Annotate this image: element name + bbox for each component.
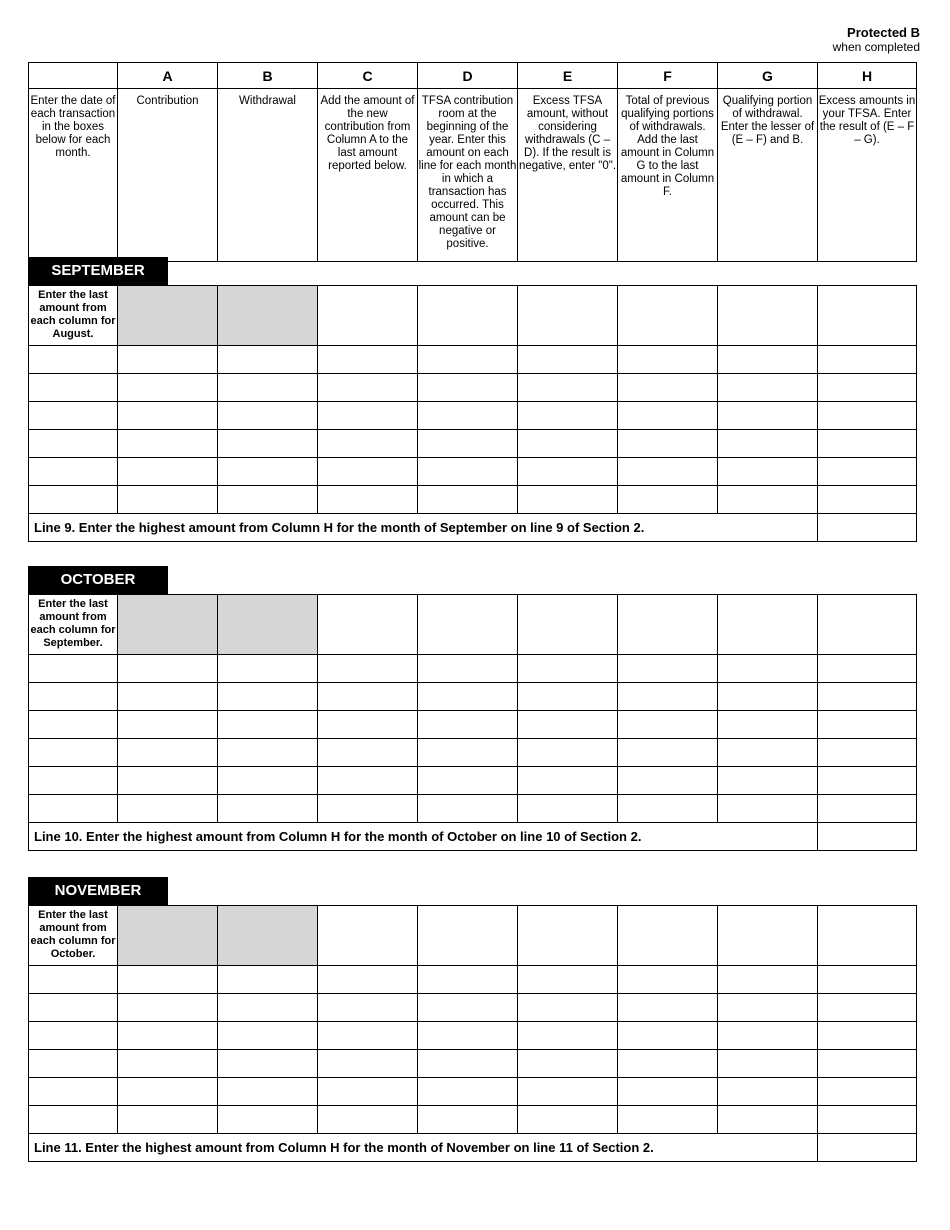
- column-letter-b: B: [218, 63, 318, 89]
- protected-label: Protected B: [847, 25, 920, 40]
- entry-cell-date[interactable]: [29, 683, 118, 711]
- entry-cell-h[interactable]: [818, 402, 917, 430]
- entry-cell-b[interactable]: [218, 655, 318, 683]
- entry-cell-f[interactable]: [618, 966, 718, 994]
- entry-cell-h[interactable]: [818, 486, 917, 514]
- entry-cell-b[interactable]: [218, 711, 318, 739]
- column-letter-a: A: [118, 63, 218, 89]
- month-table-october: [28, 594, 917, 851]
- carry-forward-row: [29, 286, 917, 346]
- entry-cell-a[interactable]: [118, 346, 218, 374]
- entry-cell-d[interactable]: [418, 655, 518, 683]
- column-header-table: [28, 62, 917, 262]
- entry-cell-e[interactable]: [518, 1106, 618, 1134]
- month-band-november: NOVEMBER: [28, 877, 168, 905]
- entry-cell-date[interactable]: [29, 1106, 118, 1134]
- carry-forward-cell-a: [118, 286, 218, 346]
- entry-cell-b[interactable]: [218, 795, 318, 823]
- entry-cell-f[interactable]: [618, 767, 718, 795]
- total-line-amount-cell[interactable]: [818, 514, 917, 542]
- entry-cell-f[interactable]: [618, 994, 718, 1022]
- entry-cell-g[interactable]: [718, 683, 818, 711]
- entry-cell-d[interactable]: [418, 374, 518, 402]
- entry-cell-e[interactable]: [518, 1078, 618, 1106]
- carry-forward-cell-a: [118, 595, 218, 655]
- transaction-row: [29, 966, 917, 994]
- carry-forward-cell-h[interactable]: [818, 906, 917, 966]
- transaction-row: [29, 711, 917, 739]
- entry-cell-b[interactable]: [218, 430, 318, 458]
- entry-cell-d[interactable]: [418, 1050, 518, 1078]
- carry-forward-cell-e[interactable]: [518, 286, 618, 346]
- column-letter-g: G: [718, 63, 818, 89]
- entry-cell-e[interactable]: [518, 1050, 618, 1078]
- entry-cell-c[interactable]: [318, 1106, 418, 1134]
- entry-cell-a[interactable]: [118, 711, 218, 739]
- entry-cell-d[interactable]: [418, 683, 518, 711]
- entry-cell-f[interactable]: [618, 402, 718, 430]
- carry-forward-cell-c[interactable]: [318, 906, 418, 966]
- transaction-row: [29, 1106, 917, 1134]
- entry-cell-a[interactable]: [118, 739, 218, 767]
- entry-cell-a[interactable]: [118, 430, 218, 458]
- entry-cell-g[interactable]: [718, 486, 818, 514]
- column-letter-c: C: [318, 63, 418, 89]
- entry-cell-d[interactable]: [418, 458, 518, 486]
- entry-cell-d[interactable]: [418, 486, 518, 514]
- carry-forward-cell-b: [218, 595, 318, 655]
- column-letter-d: D: [418, 63, 518, 89]
- carry-forward-cell-b: [218, 286, 318, 346]
- entry-cell-e[interactable]: [518, 994, 618, 1022]
- transaction-row: [29, 683, 917, 711]
- entry-cell-f[interactable]: [618, 346, 718, 374]
- month-band-september: SEPTEMBER: [28, 257, 168, 285]
- entry-cell-date[interactable]: [29, 994, 118, 1022]
- column-letter-date: [29, 63, 118, 89]
- entry-cell-d[interactable]: [418, 767, 518, 795]
- entry-cell-f[interactable]: [618, 683, 718, 711]
- entry-cell-g[interactable]: [718, 739, 818, 767]
- entry-cell-h[interactable]: [818, 1078, 917, 1106]
- entry-cell-g[interactable]: [718, 795, 818, 823]
- transaction-row: [29, 795, 917, 823]
- entry-cell-a[interactable]: [118, 374, 218, 402]
- entry-cell-date[interactable]: [29, 1078, 118, 1106]
- column-letter-e: E: [518, 63, 618, 89]
- entry-cell-d[interactable]: [418, 966, 518, 994]
- entry-cell-c[interactable]: [318, 1078, 418, 1106]
- total-line-row: [29, 823, 917, 851]
- entry-cell-d[interactable]: [418, 739, 518, 767]
- total-line-row: [29, 514, 917, 542]
- entry-cell-c[interactable]: [318, 739, 418, 767]
- entry-cell-h[interactable]: [818, 711, 917, 739]
- carry-forward-row: [29, 906, 917, 966]
- carry-forward-cell-c[interactable]: [318, 286, 418, 346]
- when-completed-label: when completed: [832, 40, 920, 54]
- entry-cell-a[interactable]: [118, 1078, 218, 1106]
- entry-cell-b[interactable]: [218, 374, 318, 402]
- column-desc-b: Withdrawal: [218, 89, 318, 262]
- entry-cell-a[interactable]: [118, 486, 218, 514]
- entry-cell-c[interactable]: [318, 430, 418, 458]
- total-line-amount-cell[interactable]: [818, 823, 917, 851]
- entry-cell-e[interactable]: [518, 346, 618, 374]
- carry-forward-cell-a: [118, 906, 218, 966]
- carry-forward-row: [29, 595, 917, 655]
- entry-cell-d[interactable]: [418, 402, 518, 430]
- carry-forward-label: Enter the last amount from each column for October.: [29, 906, 118, 966]
- carry-forward-cell-d[interactable]: [418, 906, 518, 966]
- entry-cell-date[interactable]: [29, 486, 118, 514]
- entry-cell-b[interactable]: [218, 683, 318, 711]
- transaction-row: [29, 1078, 917, 1106]
- entry-cell-e[interactable]: [518, 458, 618, 486]
- entry-cell-date[interactable]: [29, 767, 118, 795]
- entry-cell-g[interactable]: [718, 1078, 818, 1106]
- carry-forward-cell-f[interactable]: [618, 906, 718, 966]
- entry-cell-e[interactable]: [518, 486, 618, 514]
- entry-cell-g[interactable]: [718, 1106, 818, 1134]
- entry-cell-a[interactable]: [118, 966, 218, 994]
- total-line-row: [29, 1134, 917, 1162]
- entry-cell-c[interactable]: [318, 655, 418, 683]
- carry-forward-cell-e[interactable]: [518, 595, 618, 655]
- entry-cell-f[interactable]: [618, 1022, 718, 1050]
- entry-cell-e[interactable]: [518, 655, 618, 683]
- entry-cell-d[interactable]: [418, 346, 518, 374]
- entry-cell-g[interactable]: [718, 458, 818, 486]
- transaction-row: [29, 994, 917, 1022]
- transaction-row: [29, 1050, 917, 1078]
- entry-cell-a[interactable]: [118, 402, 218, 430]
- entry-cell-b[interactable]: [218, 346, 318, 374]
- carry-forward-cell-g[interactable]: [718, 595, 818, 655]
- column-desc-g: Qualifying portion of withdrawal. Enter the lesser of (E – F) and B.: [718, 89, 818, 262]
- transaction-row: [29, 655, 917, 683]
- entry-cell-f[interactable]: [618, 1050, 718, 1078]
- entry-cell-date[interactable]: [29, 430, 118, 458]
- transaction-row: [29, 1022, 917, 1050]
- entry-cell-g[interactable]: [718, 966, 818, 994]
- column-letter-row: [29, 63, 917, 89]
- entry-cell-g[interactable]: [718, 767, 818, 795]
- entry-cell-date[interactable]: [29, 655, 118, 683]
- entry-cell-date[interactable]: [29, 1050, 118, 1078]
- entry-cell-b[interactable]: [218, 1106, 318, 1134]
- transaction-row: [29, 767, 917, 795]
- entry-cell-g[interactable]: [718, 374, 818, 402]
- column-desc-h: Excess amounts in your TFSA. Enter the result of (E – F – G).: [818, 89, 917, 262]
- transaction-row: [29, 430, 917, 458]
- entry-cell-b[interactable]: [218, 767, 318, 795]
- entry-cell-a[interactable]: [118, 655, 218, 683]
- total-line-text: Line 9. Enter the highest amount from Column H for the month of September on line 9 of Section 2.: [29, 514, 818, 542]
- entry-cell-e[interactable]: [518, 683, 618, 711]
- entry-cell-d[interactable]: [418, 795, 518, 823]
- carry-forward-cell-h[interactable]: [818, 286, 917, 346]
- entry-cell-c[interactable]: [318, 683, 418, 711]
- entry-cell-c[interactable]: [318, 767, 418, 795]
- entry-cell-c[interactable]: [318, 1050, 418, 1078]
- entry-cell-c[interactable]: [318, 402, 418, 430]
- column-desc-d: TFSA contribution room at the beginning of the year. Enter this amount on each line for each month in which a transaction has occurred. This amount can be negative or positive.: [418, 89, 518, 262]
- entry-cell-b[interactable]: [218, 739, 318, 767]
- entry-cell-h[interactable]: [818, 795, 917, 823]
- entry-cell-b[interactable]: [218, 458, 318, 486]
- carry-forward-cell-f[interactable]: [618, 595, 718, 655]
- entry-cell-c[interactable]: [318, 795, 418, 823]
- entry-cell-c[interactable]: [318, 711, 418, 739]
- entry-cell-e[interactable]: [518, 1022, 618, 1050]
- entry-cell-g[interactable]: [718, 402, 818, 430]
- entry-cell-g[interactable]: [718, 711, 818, 739]
- entry-cell-b[interactable]: [218, 1078, 318, 1106]
- entry-cell-e[interactable]: [518, 430, 618, 458]
- entry-cell-h[interactable]: [818, 1106, 917, 1134]
- entry-cell-e[interactable]: [518, 966, 618, 994]
- entry-cell-e[interactable]: [518, 711, 618, 739]
- entry-cell-date[interactable]: [29, 966, 118, 994]
- column-desc-a: Contribution: [118, 89, 218, 262]
- entry-cell-g[interactable]: [718, 1050, 818, 1078]
- entry-cell-f[interactable]: [618, 374, 718, 402]
- column-desc-date: Enter the date of each transaction in the boxes below for each month.: [29, 89, 118, 262]
- entry-cell-g[interactable]: [718, 1022, 818, 1050]
- entry-cell-f[interactable]: [618, 1078, 718, 1106]
- carry-forward-cell-g[interactable]: [718, 286, 818, 346]
- entry-cell-d[interactable]: [418, 430, 518, 458]
- entry-cell-b[interactable]: [218, 1050, 318, 1078]
- entry-cell-a[interactable]: [118, 767, 218, 795]
- month-table-november: [28, 905, 917, 1162]
- entry-cell-d[interactable]: [418, 1106, 518, 1134]
- entry-cell-c[interactable]: [318, 458, 418, 486]
- entry-cell-c[interactable]: [318, 994, 418, 1022]
- transaction-row: [29, 458, 917, 486]
- transaction-row: [29, 374, 917, 402]
- entry-cell-c[interactable]: [318, 1022, 418, 1050]
- carry-forward-cell-h[interactable]: [818, 595, 917, 655]
- transaction-row: [29, 346, 917, 374]
- entry-cell-date[interactable]: [29, 374, 118, 402]
- entry-cell-h[interactable]: [818, 1050, 917, 1078]
- entry-cell-a[interactable]: [118, 1022, 218, 1050]
- entry-cell-d[interactable]: [418, 711, 518, 739]
- entry-cell-date[interactable]: [29, 711, 118, 739]
- entry-cell-f[interactable]: [618, 795, 718, 823]
- entry-cell-d[interactable]: [418, 1078, 518, 1106]
- column-description-row: [29, 89, 917, 262]
- entry-cell-b[interactable]: [218, 1022, 318, 1050]
- entry-cell-h[interactable]: [818, 683, 917, 711]
- entry-cell-e[interactable]: [518, 767, 618, 795]
- entry-cell-f[interactable]: [618, 739, 718, 767]
- carry-forward-cell-f[interactable]: [618, 286, 718, 346]
- entry-cell-a[interactable]: [118, 1106, 218, 1134]
- column-letter-f: F: [618, 63, 718, 89]
- entry-cell-h[interactable]: [818, 739, 917, 767]
- column-desc-e: Excess TFSA amount, without considering withdrawals (C – D). If the result is negative, enter "0".: [518, 89, 618, 262]
- entry-cell-f[interactable]: [618, 458, 718, 486]
- column-desc-f: Total of previous qualifying portions of withdrawals. Add the last amount in Column G to the last amount in Column F.: [618, 89, 718, 262]
- entry-cell-a[interactable]: [118, 683, 218, 711]
- month-table-september: [28, 285, 917, 542]
- entry-cell-g[interactable]: [718, 430, 818, 458]
- total-line-amount-cell[interactable]: [818, 1134, 917, 1162]
- transaction-row: [29, 486, 917, 514]
- entry-cell-a[interactable]: [118, 1050, 218, 1078]
- entry-cell-h[interactable]: [818, 994, 917, 1022]
- month-band-october: OCTOBER: [28, 566, 168, 594]
- carry-forward-label: Enter the last amount from each column for September.: [29, 595, 118, 655]
- entry-cell-f[interactable]: [618, 486, 718, 514]
- column-letter-h: H: [818, 63, 917, 89]
- entry-cell-h[interactable]: [818, 458, 917, 486]
- entry-cell-c[interactable]: [318, 374, 418, 402]
- transaction-row: [29, 739, 917, 767]
- entry-cell-d[interactable]: [418, 1022, 518, 1050]
- carry-forward-cell-e[interactable]: [518, 906, 618, 966]
- entry-cell-g[interactable]: [718, 346, 818, 374]
- total-line-text: Line 11. Enter the highest amount from Column H for the month of November on line 11 of Section 2.: [29, 1134, 818, 1162]
- carry-forward-cell-b: [218, 906, 318, 966]
- column-desc-c: Add the amount of the new contribution from Column A to the last amount reported below.: [318, 89, 418, 262]
- entry-cell-date[interactable]: [29, 795, 118, 823]
- entry-cell-c[interactable]: [318, 486, 418, 514]
- entry-cell-f[interactable]: [618, 711, 718, 739]
- entry-cell-c[interactable]: [318, 966, 418, 994]
- entry-cell-g[interactable]: [718, 655, 818, 683]
- carry-forward-cell-d[interactable]: [418, 595, 518, 655]
- entry-cell-h[interactable]: [818, 966, 917, 994]
- entry-cell-c[interactable]: [318, 346, 418, 374]
- entry-cell-a[interactable]: [118, 795, 218, 823]
- entry-cell-f[interactable]: [618, 655, 718, 683]
- carry-forward-label: Enter the last amount from each column for August.: [29, 286, 118, 346]
- carry-forward-cell-c[interactable]: [318, 595, 418, 655]
- entry-cell-b[interactable]: [218, 486, 318, 514]
- entry-cell-e[interactable]: [518, 402, 618, 430]
- entry-cell-d[interactable]: [418, 994, 518, 1022]
- carry-forward-cell-g[interactable]: [718, 906, 818, 966]
- entry-cell-date[interactable]: [29, 458, 118, 486]
- entry-cell-date[interactable]: [29, 402, 118, 430]
- entry-cell-e[interactable]: [518, 795, 618, 823]
- entry-cell-b[interactable]: [218, 402, 318, 430]
- carry-forward-cell-d[interactable]: [418, 286, 518, 346]
- entry-cell-a[interactable]: [118, 458, 218, 486]
- entry-cell-f[interactable]: [618, 1106, 718, 1134]
- entry-cell-h[interactable]: [818, 1022, 917, 1050]
- entry-cell-date[interactable]: [29, 1022, 118, 1050]
- entry-cell-b[interactable]: [218, 966, 318, 994]
- entry-cell-a[interactable]: [118, 994, 218, 1022]
- entry-cell-h[interactable]: [818, 346, 917, 374]
- entry-cell-h[interactable]: [818, 374, 917, 402]
- entry-cell-date[interactable]: [29, 739, 118, 767]
- transaction-row: [29, 402, 917, 430]
- entry-cell-e[interactable]: [518, 374, 618, 402]
- entry-cell-g[interactable]: [718, 994, 818, 1022]
- entry-cell-h[interactable]: [818, 767, 917, 795]
- entry-cell-e[interactable]: [518, 739, 618, 767]
- entry-cell-date[interactable]: [29, 346, 118, 374]
- protected-b-notice: [833, 26, 920, 54]
- entry-cell-b[interactable]: [218, 994, 318, 1022]
- total-line-text: Line 10. Enter the highest amount from Column H for the month of October on line 10 of Section 2.: [29, 823, 818, 851]
- entry-cell-f[interactable]: [618, 430, 718, 458]
- entry-cell-h[interactable]: [818, 655, 917, 683]
- entry-cell-h[interactable]: [818, 430, 917, 458]
